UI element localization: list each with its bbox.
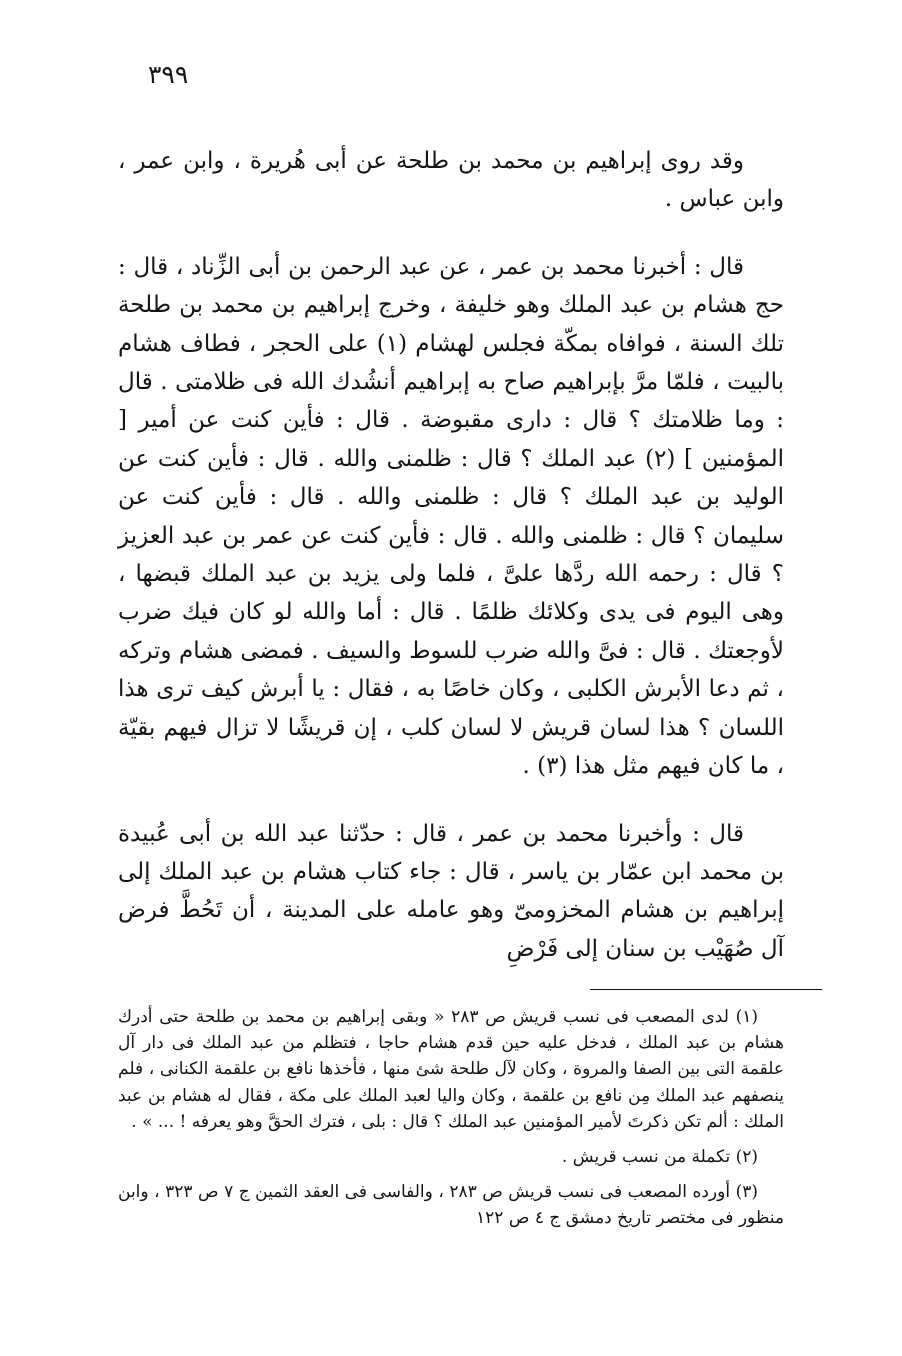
footnotes	[118, 1004, 784, 1232]
paragraph-2: قال : أخبرنا محمد بن عمر ، عن عبد الرحمن بن أبى الزِّناد ، قال : حج هشام بن عبد الملك وهو خليفة ، وخرج إبراهيم بن محمد بن طلحة تلك السنة ، فوافاه بمكّة فجلس لهشام (١) على الحجر ، فطاف هشام بالبيت ، فلمّا مرَّ بإبراهيم صاح به إبراهيم أنشُدك الله فى ظلامتى . قال : وما ظلامتك ؟ قال : دارى مقبوضة . قال : فأين كنت عن أمير [ المؤمنين ] (٢) عبد الملك ؟ قال : ظلمنى والله . قال : فأين كنت عن الوليد بن عبد الملك ؟ قال : ظلمنى والله . قال : فأين كنت عن سليمان ؟ قال : ظلمنى والله . قال : فأين كنت عن عمر بن عبد العزيز ؟ قال : رحمه الله ردَّها علىَّ ، فلما ولى يزيد بن عبد الملك قبضها ، وهى اليوم فى يدى وكلائك ظلمًا . قال : أما والله لو كان فيك ضرب لأوجعتك . قال : فىَّ والله ضرب للسوط والسيف . فمضى هشام وتركه ، ثم دعا الأبرش الكلبى ، وكان خاصًا به ، فقال : يا أبرش كيف ترى هذا اللسان ؟ هذا لسان قريش لا لسان كلب ، إن قريشًا لا تزال فيهم بقيّة ، ما كان فيهم مثل هذا (٣) .	[118, 253, 784, 780]
page-number: ٣٩٩	[148, 60, 189, 89]
paragraph-3: قال : وأخبرنا محمد بن عمر ، قال : حدّثنا عبد الله بن أبى عُبيدة بن محمد ابن عمّار بن ياسر ، قال : جاء كتاب هشام بن عبد الملك إلى إبراهيم بن هشام المخزومىّ وهو عامله على المدينة ، أن تَحُطَّ فرض آل صُهَيْب بن سنان إلى فَرْضِ	[118, 820, 784, 962]
footnote-3: (٣) أورده المصعب فى نسب قريش ص ٢٨٣ ، والفاسى فى العقد الثمين ج ٧ ص ٣٢٣ ، وابن منظور فى مختصر تاريخ دمشق ج ٤ ص ١٢٢	[118, 1182, 784, 1229]
footnote-divider	[590, 989, 822, 990]
footnote-1: (١) لدى المصعب فى نسب قريش ص ٢٨٣ « وبقى إبراهيم بن محمد بن طلحة حتى أدرك هشام بن عبد الملك ، فدخل عليه حين قدم هشام حاجا ، فتظلم من عبد الملك فى دار آل علقمة التى بين الصفا والمروة ، وكان لآل طلحة شئ منها ، فأخذها نافع بن علقمة الكنانى ، فلم ينصفهم عبد الملك مِن نافع بن علقمة ، وكان واليا لعبد الملك على مكة ، فقال له هشام بن عبد الملك : ألم تكن ذكرتَ لأمير المؤمنين عبد الملك ؟ قال : بلى ، فترك الحقَّ وهو يعرفه ! ... » .	[118, 1007, 784, 1132]
paragraph-1: وقد روى إبراهيم بن محمد بن طلحة عن أبى هُريرة ، وابن عمر ، وابن عباس .	[118, 148, 784, 213]
footnote-2: (٢) تكملة من نسب قريش .	[561, 1147, 758, 1168]
main-text	[118, 142, 784, 968]
